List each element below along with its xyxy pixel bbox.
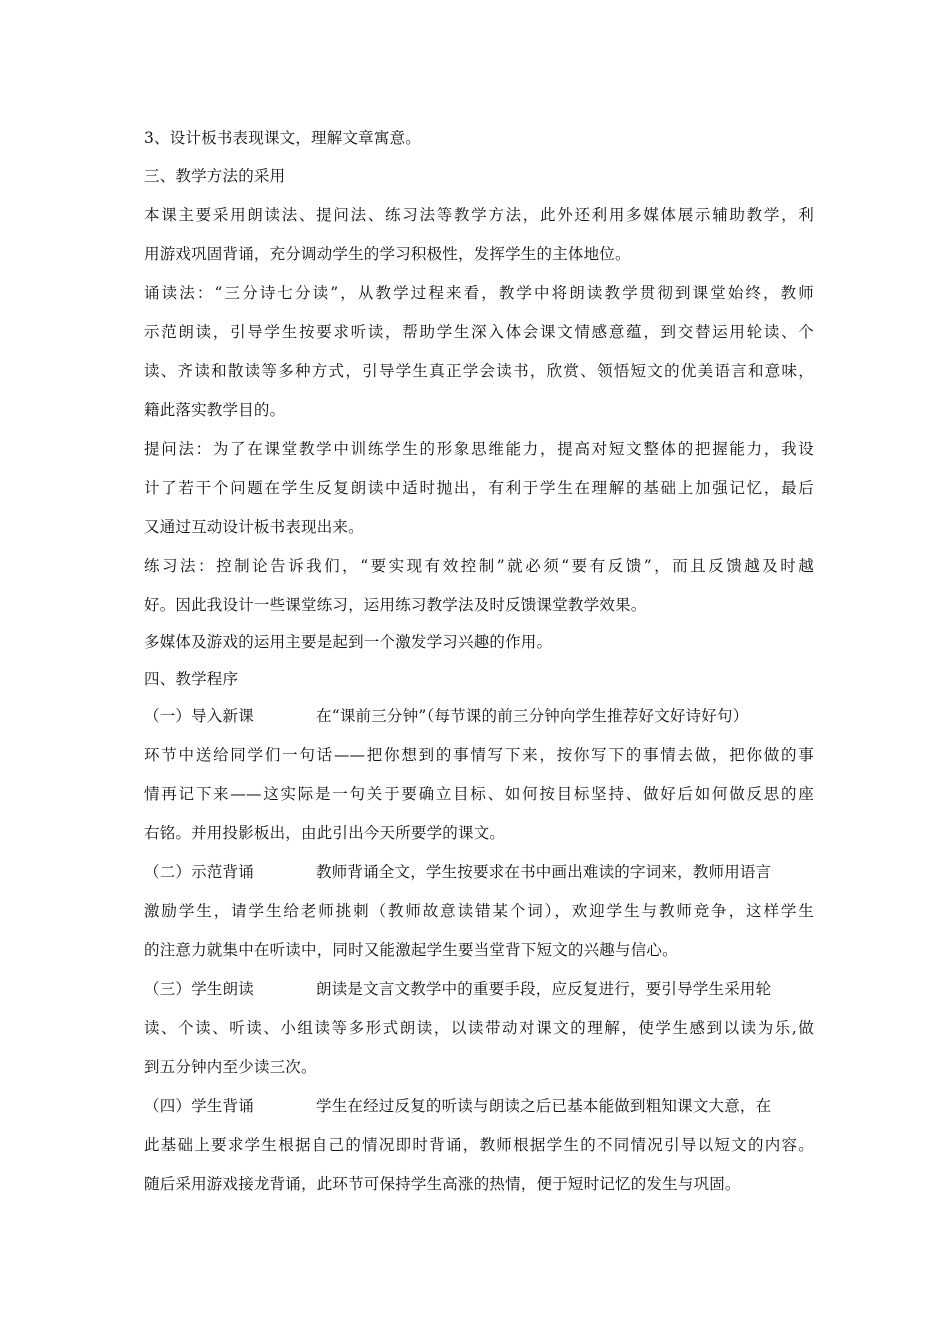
- text-line: 本课主要采用朗读法、提问法、练习法等教学方法，此外还利用多媒体展示辅助教学，利: [144, 206, 814, 224]
- step-heading-line: [144, 862, 814, 882]
- text-line: 练习法：控制论告诉我们，“要实现有效控制”就必须“要有反馈”，而且反馈越及时越: [144, 557, 814, 575]
- text-line: 环节中送给同学们一句话——把你想到的事情写下来，按你写下的事情去做，把你做的事: [144, 746, 814, 764]
- text-line: 用游戏巩固背诵，充分调动学生的学习积极性，发挥学生的主体地位。: [144, 245, 631, 263]
- text-line: 激励学生，请学生给老师挑刺（教师故意读错某个词），欢迎学生与教师竞争，这样学生: [144, 902, 814, 920]
- step-heading-line: [144, 979, 814, 999]
- step-label: （三）学生朗读: [144, 980, 254, 998]
- step-label: （一）导入新课: [144, 707, 254, 725]
- text-line: 提问法：为了在课堂教学中训练学生的形象思维能力，提高对短文整体的把握能力，我设: [144, 440, 814, 458]
- text-line: 随后采用游戏接龙背诵，此环节可保持学生高涨的热情，便于短时记忆的发生与巩固。: [144, 1175, 741, 1193]
- step-text: 学生在经过反复的听读与朗读之后已基本能做到粗知课文大意，在: [316, 1097, 772, 1115]
- text-line: 计了若干个问题在学生反复朗读中适时抛出，有利于学生在理解的基础上加强记忆，最后: [144, 479, 814, 497]
- step-text: 朗读是文言文教学中的重要手段，应反复进行，要引导学生采用轮: [316, 980, 772, 998]
- step-label: （二）示范背诵: [144, 863, 254, 881]
- step-label: （四）学生背诵: [144, 1097, 254, 1115]
- text-line: 籍此落实教学目的。: [144, 401, 286, 419]
- step-text: 在“课前三分钟”（每节课的前三分钟向学生推荐好文好诗好句）: [316, 707, 749, 725]
- section-heading: 三、教学方法的采用: [144, 167, 286, 185]
- text-line: 好。因此我设计一些课堂练习，运用练习教学法及时反馈课堂教学效果。: [144, 596, 647, 614]
- text-line: 诵读法：“三分诗七分读”，从教学过程来看，教学中将朗读教学贯彻到课堂始终，教师: [144, 284, 814, 302]
- text-line: 到五分钟内至少读三次。: [144, 1058, 317, 1076]
- text-line: 示范朗读，引导学生按要求听读，帮助学生深入体会课文情感意蕴，到交替运用轮读、个: [144, 323, 814, 341]
- text-line: 又通过互动设计板书表现出来。: [144, 518, 364, 536]
- text-line: 情再记下来——这实际是一句关于要确立目标、如何按目标坚持、做好后如何做反思的座: [144, 785, 814, 803]
- text-line: 读、个读、听读、小组读等多形式朗读，以读带动对课文的理解，使学生感到以读为乐,做: [144, 1019, 814, 1037]
- step-heading-line: [144, 706, 814, 726]
- step-text: 教师背诵全文，学生按要求在书中画出难读的字词来，教师用语言: [316, 863, 772, 881]
- text-line: 此基础上要求学生根据自己的情况即时背诵，教师根据学生的不同情况引导以短文的内容。: [144, 1136, 814, 1154]
- text-line: 右铭。并用投影板出，由此引出今天所要学的课文。: [144, 824, 506, 842]
- text-line: 多媒体及游戏的运用主要是起到一个激发学习兴趣的作用。: [144, 633, 553, 651]
- section-heading: 四、教学程序: [144, 670, 239, 688]
- text-line: 3、设计板书表现课文，理解文章寓意。: [144, 129, 421, 147]
- text-line: 读、齐读和散读等多种方式，引导学生真正学会读书，欣赏、领悟短文的优美语言和意味，: [144, 362, 814, 380]
- step-heading-line: [144, 1096, 814, 1116]
- text-line: 的注意力就集中在听读中，同时又能激起学生要当堂背下短文的兴趣与信心。: [144, 941, 678, 959]
